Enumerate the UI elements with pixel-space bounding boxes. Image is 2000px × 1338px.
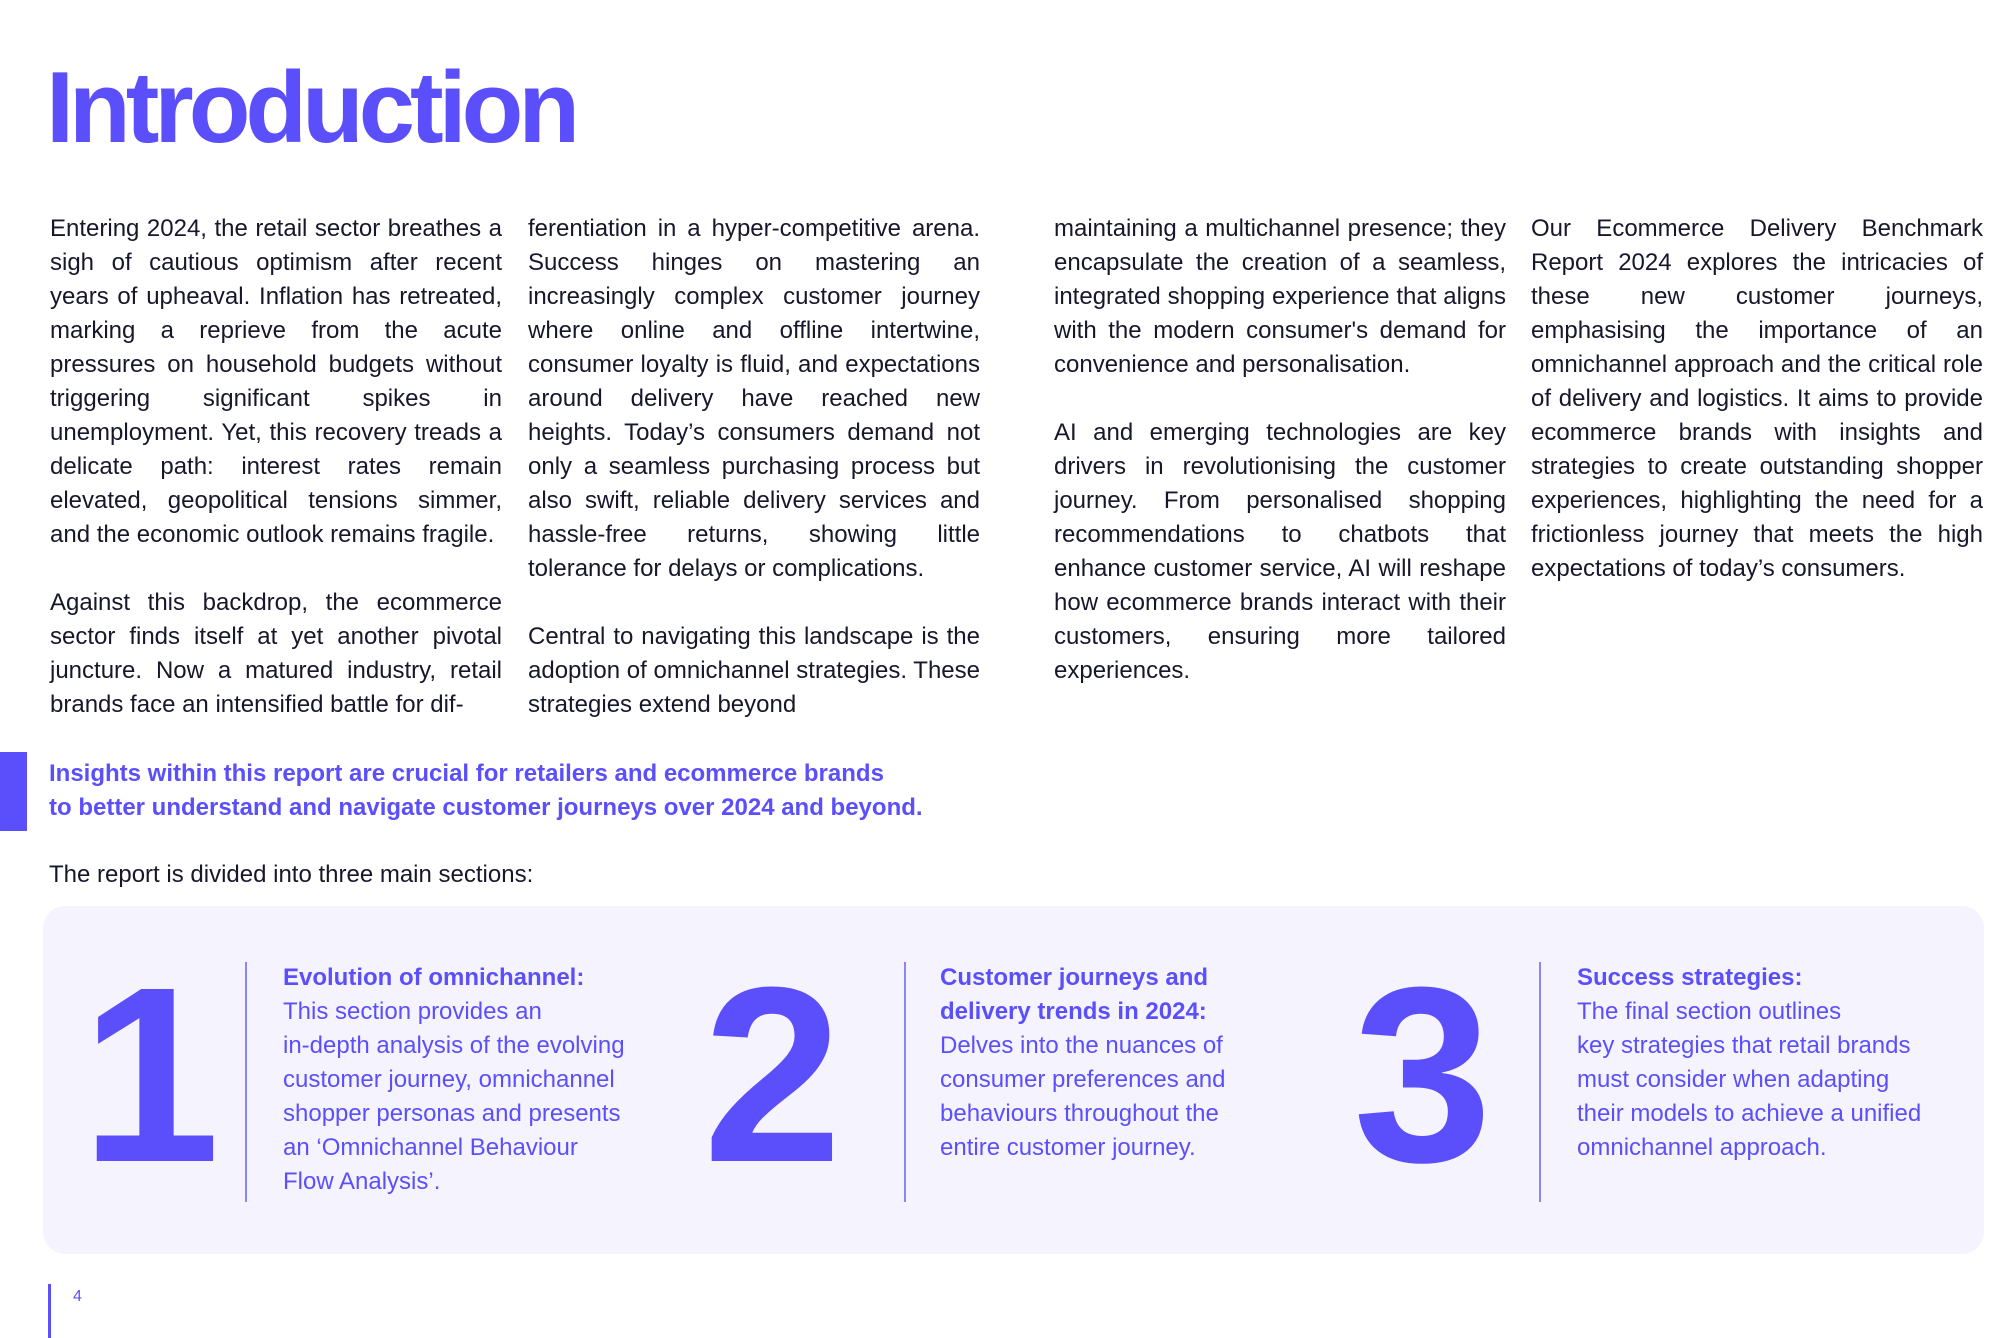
body-column-1 — [50, 212, 502, 722]
section-2 — [703, 906, 1343, 1254]
page-number: 4 — [73, 1288, 82, 1305]
callout-accent-bar — [0, 752, 27, 831]
section-heading — [940, 961, 1320, 1029]
section-heading-line: Customer journeys and — [940, 964, 1209, 991]
section-3 — [1353, 906, 1983, 1254]
section-heading-line: delivery trends in 2024: — [940, 998, 1207, 1025]
section-text — [283, 961, 663, 1199]
section-body-line: consumer preferences and — [940, 1066, 1226, 1093]
section-body-line: in-depth analysis of the evolving — [283, 1032, 625, 1059]
section-body-line: key strategies that retail brands — [1577, 1032, 1911, 1059]
section-body-line: Delves into the nuances of — [940, 1032, 1223, 1059]
section-number: 3 — [1353, 935, 1487, 1214]
section-body-line: Flow Analysis’. — [283, 1168, 441, 1195]
section-body-line: entire customer journey. — [940, 1134, 1196, 1161]
footer-accent-line — [48, 1284, 51, 1338]
paragraph: maintaining a multichannel presence; they encapsulate the creation of a seamless, integrated shopping experience that aligns with the modern consumer's demand for convenience and personalisation. — [1054, 215, 1506, 378]
callout-quote — [49, 757, 923, 825]
paragraph: ferentiation in a hyper-competitive arena. Success hinges on mastering an increasingly complex customer journey where online and offline intertwine, consumer loyalty is fluid, and expectations around delivery have reached new heights. Today’s consumers demand not only a seamless purchasing process but also swift, reliable delivery services and hassle-free returns, showing little tolerance for delays or complications. — [528, 215, 980, 582]
page-title: Introduction — [46, 52, 576, 164]
section-body-line: This section provides an — [283, 998, 542, 1025]
callout-line: Insights within this report are crucial for retailers and ecommerce brands — [49, 760, 884, 787]
body-column-2 — [528, 212, 980, 722]
section-body-line: must consider when adapting — [1577, 1066, 1890, 1093]
paragraph: Against this backdrop, the ecommerce sector finds itself at yet another pivotal juncture. Now a matured industry, retail brands face an intensified battle for dif- — [50, 589, 502, 718]
section-text — [940, 961, 1320, 1165]
paragraph: AI and emerging technologies are key drivers in revolutionising the customer journey. From personalised shopping recommendations to chatbots that enhance customer service, AI will reshape how ecommerce brands interact with their customers, ensuring more tailored experiences. — [1054, 419, 1506, 684]
body-column-3 — [1054, 212, 1506, 688]
section-heading: Evolution of omnichannel: — [283, 964, 585, 991]
section-body — [1577, 995, 1977, 1165]
section-divider — [904, 962, 906, 1202]
section-divider — [1539, 962, 1541, 1202]
paragraph: Entering 2024, the retail sector breathes a sigh of cautious optimism after recent years of upheaval. Inflation has retreated, marking a reprieve from the acute pressures on household budgets without triggering significant spikes in unemployment. Yet, this recovery treads a delicate path: interest rates remain elevated, geopolitical tensions simmer, and the economic outlook remains fragile. — [50, 215, 502, 548]
sections-card — [43, 906, 1984, 1254]
section-body-line: their models to achieve a unified — [1577, 1100, 1922, 1127]
section-body — [283, 995, 663, 1199]
section-text — [1577, 961, 1977, 1165]
section-number: 2 — [703, 935, 837, 1214]
section-body — [940, 1029, 1320, 1165]
section-body-line: an ‘Omnichannel Behaviour — [283, 1134, 578, 1161]
section-body-line: customer journey, omnichannel — [283, 1066, 615, 1093]
section-body-line: The final section outlines — [1577, 998, 1842, 1025]
section-body-line: omnichannel approach. — [1577, 1134, 1827, 1161]
section-1 — [43, 906, 683, 1254]
sections-intro: The report is divided into three main sections: — [49, 861, 534, 888]
section-divider — [245, 962, 247, 1202]
section-heading: Success strategies: — [1577, 964, 1803, 991]
paragraph: Central to navigating this landscape is the adoption of omnichannel strategies. These strategies extend beyond — [528, 623, 980, 718]
section-body-line: behaviours throughout the — [940, 1100, 1219, 1127]
section-body-line: shopper personas and presents — [283, 1100, 621, 1127]
paragraph: Our Ecommerce Delivery Benchmark Report 2024 explores the intricacies of these new customer journeys, emphasising the importance of an omnichannel approach and the critical role of delivery and logistics. It aims to provide ecommerce brands with insights and strategies to create outstanding shopper experiences, highlighting the need for a frictionless journey that meets the high expectations of today’s consumers. — [1531, 215, 1983, 582]
body-column-4 — [1531, 212, 1983, 586]
section-number: 1 — [81, 935, 215, 1214]
callout-line: to better understand and navigate customer journeys over 2024 and beyond. — [49, 794, 923, 821]
